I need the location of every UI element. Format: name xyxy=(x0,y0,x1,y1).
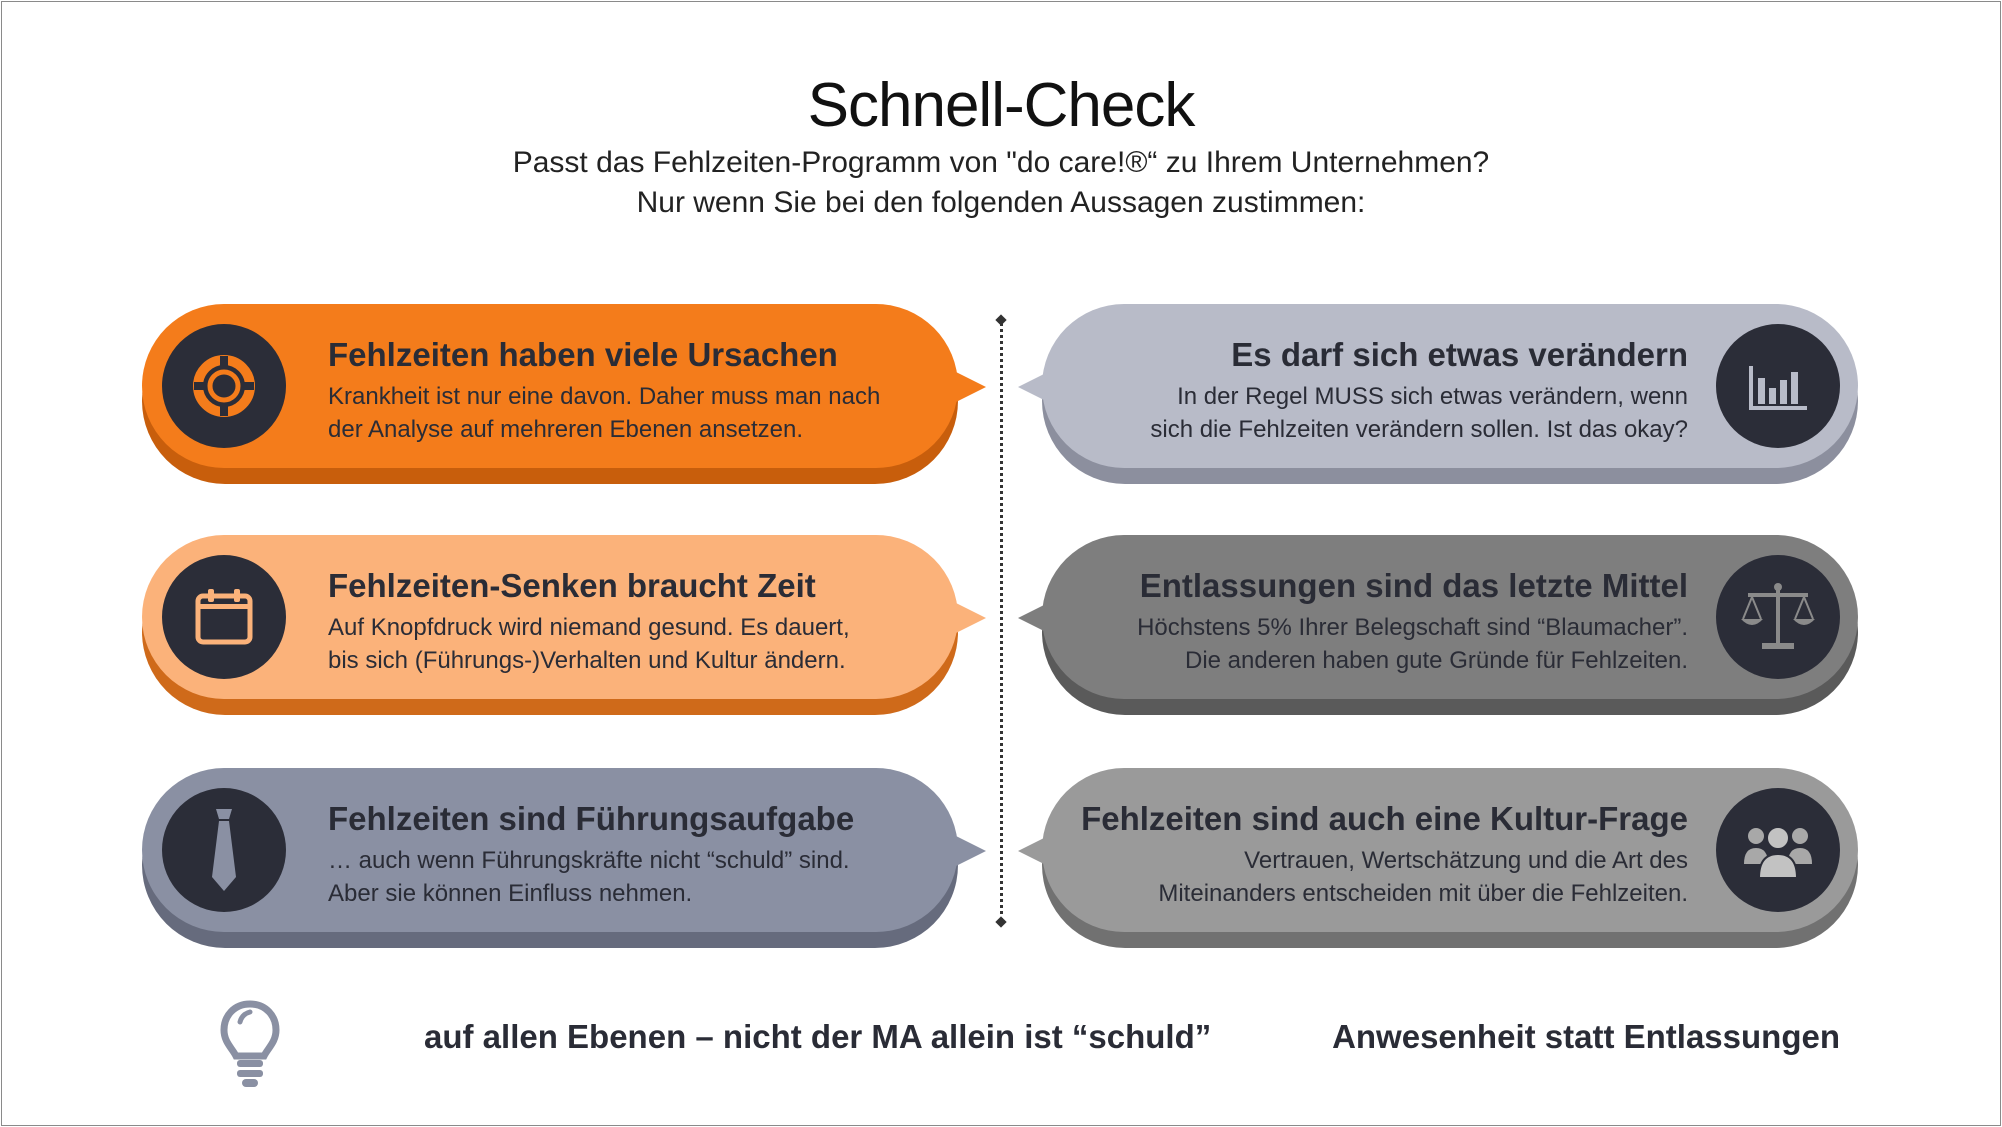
card-text-line2: sich die Fehlzeiten verändern sollen. Ist das okay? xyxy=(1150,416,1688,443)
speech-pointer xyxy=(1018,834,1052,868)
statement-card-change xyxy=(1042,304,1860,484)
card-text-line2: Die anderen haben gute Gründe für Fehlzeiten. xyxy=(1184,647,1688,674)
speech-pointer xyxy=(1018,370,1052,404)
page-subtitle-line1: Passt das Fehlzeiten-Programm von "do care!®“ zu Ihrem Unternehmen? xyxy=(512,146,1490,179)
footer-right-text: Anwesenheit statt Entlassungen xyxy=(1332,1018,1840,1055)
card-heading: Fehlzeiten haben viele Ursachen xyxy=(328,336,838,373)
speech-pointer xyxy=(952,370,986,404)
card-text-line1: … auch wenn Führungskräfte nicht “schuld” sind. xyxy=(328,847,850,874)
calendar-icon xyxy=(162,555,286,679)
page-subtitle-line2: Nur wenn Sie bei den folgenden Aussagen zustimmen: xyxy=(636,186,1366,219)
tie-icon xyxy=(162,788,286,912)
card-heading: Entlassungen sind das letzte Mittel xyxy=(1139,567,1688,604)
page-title: Schnell-Check xyxy=(807,71,1195,140)
card-text-line1: Vertrauen, Wertschätzung und die Art des xyxy=(1244,847,1688,874)
card-text-line2: der Analyse auf mehreren Ebenen ansetzen. xyxy=(328,416,803,443)
card-text-line2: bis sich (Führungs-)Verhalten und Kultur ändern. xyxy=(328,647,846,674)
card-text xyxy=(328,844,850,910)
card-heading: Fehlzeiten-Senken braucht Zeit xyxy=(328,567,816,604)
card-heading: Fehlzeiten sind auch eine Kultur-Frage xyxy=(1081,800,1688,837)
statement-card-leadership xyxy=(142,768,960,948)
statement-card-culture xyxy=(1042,768,1860,948)
lightbulb-icon xyxy=(220,1000,280,1090)
center-divider xyxy=(1000,322,1003,922)
scales-icon xyxy=(1716,555,1840,679)
speech-pointer xyxy=(952,834,986,868)
card-text-line1: Krankheit ist nur eine davon. Daher muss man nach xyxy=(328,383,881,410)
card-heading: Fehlzeiten sind Führungsaufgabe xyxy=(328,800,855,837)
card-text xyxy=(1137,611,1688,677)
card-heading: Es darf sich etwas verändern xyxy=(1231,336,1688,373)
card-text-line1: In der Regel MUSS sich etwas verändern, wenn xyxy=(1177,383,1688,410)
footer-left-text: auf allen Ebenen – nicht der MA allein ist “schuld” xyxy=(424,1018,1212,1055)
card-text-line2: Aber sie können Einfluss nehmen. xyxy=(328,880,693,907)
speech-pointer xyxy=(1018,601,1052,635)
bar-chart-icon xyxy=(1716,324,1840,448)
card-text-line1: Auf Knopfdruck wird niemand gesund. Es dauert, xyxy=(328,614,850,641)
card-text xyxy=(328,611,850,677)
statement-card-dismissals xyxy=(1042,535,1860,715)
card-text-line1: Höchstens 5% Ihrer Belegschaft sind “Blaumacher”. xyxy=(1137,614,1688,641)
group-icon xyxy=(1716,788,1840,912)
speech-pointer xyxy=(952,601,986,635)
card-text-line2: Miteinanders entscheiden mit über die Fehlzeiten. xyxy=(1158,880,1688,907)
lifebuoy-icon xyxy=(162,324,286,448)
card-text xyxy=(1158,844,1688,910)
statement-card-causes xyxy=(142,304,960,484)
card-text xyxy=(328,380,880,446)
statement-card-time xyxy=(142,535,960,715)
card-text xyxy=(1150,380,1688,446)
